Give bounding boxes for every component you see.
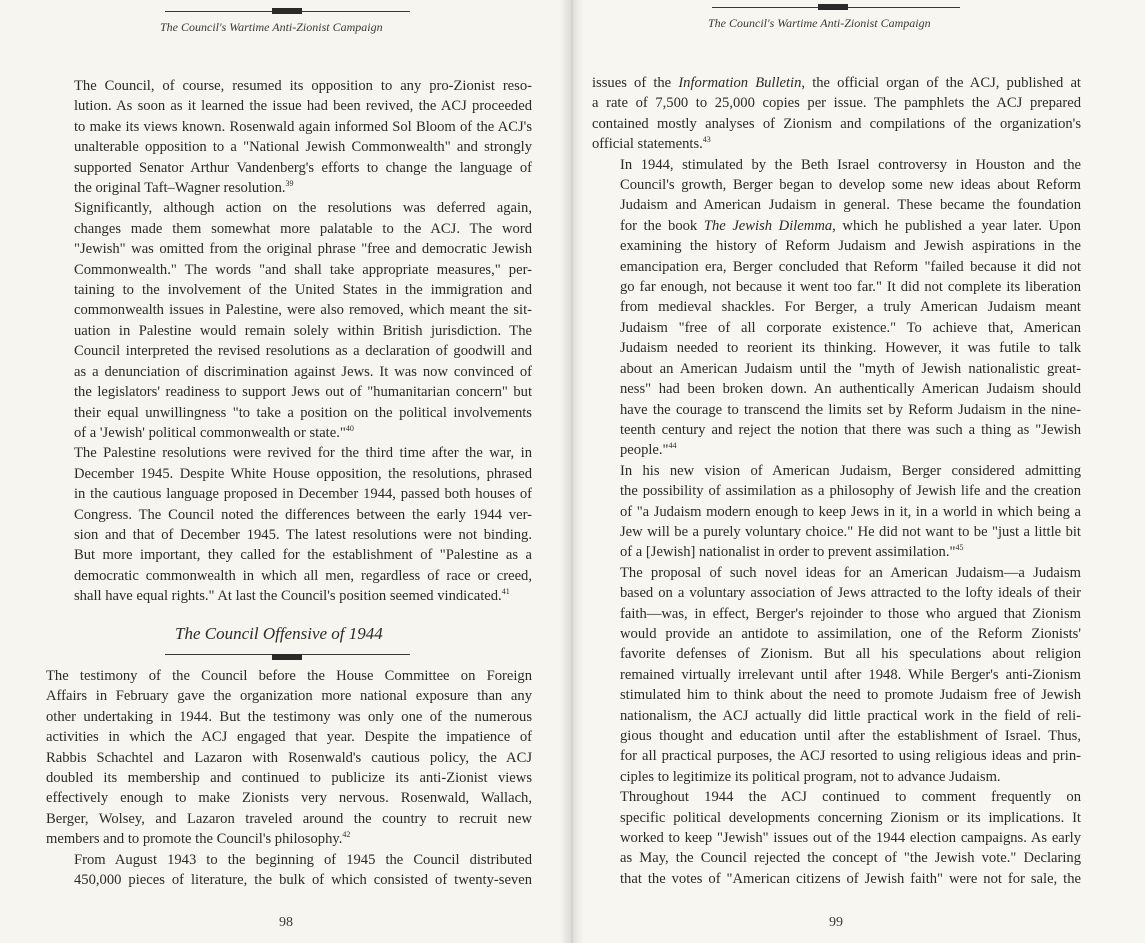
text-line: based on a voluntary association of Jews attracted to the lofty ideals of their (620, 585, 1081, 602)
text-line: lution. As soon as it learned the issue had been revived, the ACJ proceeded (74, 98, 532, 115)
text-line: stimulated him to think about the need to promote Judaism free of Jewish (620, 687, 1081, 704)
text-line: the original Taft–Wagner resolution.$^{39}$ (74, 179, 294, 197)
left-page-number: 98 (279, 915, 293, 930)
right-paragraph-2 (592, 155, 1081, 461)
right-paragraph-4 (592, 563, 1081, 787)
text-line: the possibility of assimilation as a philosophy of Jewish life and the creation (620, 483, 1081, 500)
text-line: worked to keep "Jewish" issues out of the 1944 election campaigns. As early (620, 830, 1081, 847)
footnote-marker[interactable]: 42 (342, 830, 351, 840)
text-line: taining to the involvement of the United States in the immigration and (74, 282, 532, 299)
text-line: Affairs in February gave the organization more national exposure than any (46, 688, 532, 705)
text-line: go far enough, not because it went too far." It did not complete its liberation (620, 279, 1081, 296)
text-line: ness" had been broken down. An authentically American Judaism should (620, 381, 1081, 398)
text-line: uation in Palestine would remain solely within British jurisdiction. The (74, 322, 532, 339)
text-line: Judaism "free of all corporate existence." To achieve that, American (620, 319, 1081, 336)
text-line: In his new vision of American Judaism, Berger considered admitting (620, 462, 1081, 479)
left-paragraph-4 (46, 666, 532, 850)
footnote-marker[interactable]: 41 (501, 587, 510, 597)
left-paragraph-3 (46, 443, 532, 606)
footnote-marker[interactable]: 45 (955, 543, 964, 553)
text-line: Commonwealth." The words "and shall take appropriate measures," per- (74, 261, 532, 278)
text-line: changes made them somewhat more palatable to the ACJ. The word (74, 220, 532, 237)
right-page (572, 0, 1145, 943)
text-line: doubled its membership and continued to publicize its anti-Zionist views (46, 770, 532, 787)
text-line: gious thought and education until after the establishment of Israel. Thus, (620, 728, 1081, 744)
right-paragraph-3 (592, 461, 1081, 563)
text-line: ciples to legitimize its political program, not to advance Judaism. (620, 768, 1001, 785)
left-paragraph-2 (46, 198, 532, 443)
right-running-head: The Council's Wartime Anti-Zionist Campaign (708, 16, 931, 30)
left-running-head: The Council's Wartime Anti-Zionist Campaign (160, 20, 383, 34)
footnote-marker[interactable]: 40 (345, 423, 354, 433)
text-line: commonwealth issues in Palestine, were also removed, which meant the sit- (74, 302, 532, 319)
text-line: teenth century and reject the notion that there was such a thing as "Jewish (620, 421, 1081, 438)
text-line: From August 1943 to the beginning of 1945 the Council distributed (74, 851, 532, 868)
text-line: 450,000 pieces of literature, the bulk of which consisted of twenty-seven (74, 872, 532, 889)
text-line: a rate of 7,500 to 25,000 copies per issue. The pamphlets the ACJ prepared (592, 95, 1081, 112)
text-line: official statements.$^{43}$ (592, 135, 711, 153)
text-line: supported Senator Arthur Vandenberg's efforts to change the language of (74, 159, 532, 176)
text-line: But more important, they called for the establishment of "Palestine as a (74, 547, 532, 564)
text-line: Significantly, although action on the resolutions was deferred again, (74, 200, 532, 217)
text-line: Council's growth, Berger began to develop some new ideas about Reform (620, 177, 1081, 194)
text-line: for all practical purposes, the ACJ resorted to using religious ideas and prin- (620, 748, 1081, 765)
text-line: of a [Jewish] nationalist in order to prevent assimilation."$^{45}$ (620, 543, 964, 561)
left-page (0, 0, 572, 943)
text-line: The testimony of the Council before the House Committee on Foreign (46, 668, 532, 684)
text-line: The Palestine resolutions were revived for the third time after the war, in (74, 445, 532, 462)
text-line: Council interpreted the revised resolutions as a declaration of goodwill and (74, 343, 532, 360)
text-line: contained mostly analyses of Zionism and compilations of the organization's (592, 115, 1081, 132)
text-line: people."$^{44}$ (620, 441, 677, 459)
text-line: Judaism needed to reorient its thinking. However, it was futile to talk (620, 340, 1081, 357)
text-line: of "a Judaism modern enough to keep Jews in it, in a world in which being a (620, 503, 1081, 520)
text-line: other undertaking in 1944. But the testimony was only one of the numerous (46, 708, 532, 725)
text-line: Congress. The Council noted the differences between the early 1944 ver- (74, 506, 532, 523)
text-line: for the book The Jewish Dilemma, which he published a year later. Upon (620, 217, 1081, 234)
left-text-block-top (46, 76, 532, 607)
text-line: issues of the Information Bulletin, the official organ of the ACJ, published at (592, 75, 1081, 91)
text-line: Judaism and American Judaism in general. These became the foundation (620, 197, 1081, 214)
text-line: members and to promote the Council's philosophy.$^{42}$ (46, 830, 351, 848)
text-line: as May, the Council rejected the concept of "the Jewish vote." Declaring (620, 850, 1081, 867)
text-line: to make its views known. Rosenwald again informed Sol Bloom of the ACJ's (74, 118, 532, 135)
text-line: their equal unwillingness "to take a position on the political involvements (74, 404, 532, 421)
text-line: Jew will be a purely voluntary choice." He did not want to be "just a little bit (620, 523, 1081, 540)
section-title: The Council Offensive of 1944 (175, 624, 383, 643)
text-line: "Jewish" was omitted from the original phrase "free and democratic Jewish (74, 241, 532, 258)
text-line: specific political developments concerning Zionism or its implications. It (620, 809, 1081, 826)
left-paragraph-5 (46, 850, 532, 891)
italic-title: Information Bulletin (678, 75, 802, 91)
text-line: examining the history of Reform Judaism and Jewish aspirations in the (620, 238, 1081, 255)
right-paragraph-1 (592, 73, 1081, 155)
text-line: Berger, Wolsey, and Lazaron traveled around the country to recruit new (46, 810, 532, 827)
right-page-number: 99 (829, 915, 843, 930)
footnote-marker[interactable]: 43 (702, 135, 711, 145)
section-title-mark (272, 654, 302, 660)
right-paragraph-5 (592, 787, 1081, 889)
text-line: from medieval shackles. For Berger, a truly American Judaism meant (620, 299, 1081, 316)
right-text-block (592, 73, 1081, 889)
text-line: the legislators' readiness to support Jews out of "humanitarian concern" but (74, 384, 532, 401)
text-line: emancipation era, Berger concluded that Reform "failed because it did not (620, 258, 1081, 275)
text-line: would provide an antidote to assimilation, one of the Reform Zionists' (620, 625, 1081, 642)
text-line: December 1945. Despite White House opposition, the resolutions, phrased (74, 465, 532, 482)
text-line: of a 'Jewish' political commonwealth or state."$^{40}$ (74, 423, 354, 441)
text-line: remained virtually irrelevant until after 1948. While Berger's anti-Zionism (620, 666, 1081, 683)
text-line: The proposal of such novel ideas for an American Judaism—a Judaism (620, 564, 1081, 581)
text-line: Rabbis Schachtel and Lazaron with Rosenwald's cautious policy, the ACJ (46, 749, 532, 766)
text-line: in the cautious language proposed in December 1944, passed both houses of (74, 486, 532, 503)
text-line: unalterable opposition to a "National Jewish Commonwealth" and strongly (74, 139, 532, 156)
text-line: In 1944, stimulated by the Beth Israel controversy in Houston and the (620, 156, 1081, 173)
left-text-block-bottom (46, 666, 532, 890)
footnote-marker[interactable]: 44 (668, 441, 677, 451)
text-line: faith—was, in effect, Berger's rejoinder to those who argued that Zionism (620, 605, 1081, 622)
footnote-marker[interactable]: 39 (285, 179, 294, 189)
text-line: sion and that of December 1945. The latest resolutions were not binding. (74, 526, 532, 543)
text-line: effectively enough to make Zionists very nervous. Rosenwald, Wallach, (46, 790, 532, 807)
text-line: that the votes of "American citizens of Jewish faith" were not for sale, the (620, 870, 1081, 887)
text-line: have the courage to transcend the limits set by Reform Judaism in the nine- (620, 401, 1081, 418)
text-line: nationalism, the ACJ actually did little practical work in the field of reli- (620, 707, 1081, 724)
book-gutter (560, 0, 584, 943)
text-line: as a denunciation of discrimination against Jews. It was now convinced of (74, 363, 532, 380)
text-line: activities in which the ACJ engaged that year. Despite the impatience of (46, 729, 532, 746)
text-line: democratic commonwealth in which all men, regardless of race or creed, (74, 567, 532, 584)
left-paragraph-1 (46, 76, 532, 198)
text-line: Throughout 1944 the ACJ continued to comment frequently on (620, 789, 1081, 806)
italic-title: The Jewish Dilemma (703, 217, 833, 234)
right-header-mark (818, 4, 848, 10)
text-line: favorite defenses of Zionism. But all his speculations about religion (620, 646, 1081, 663)
text-line: The Council, of course, resumed its opposition to any pro-Zionist reso- (74, 78, 532, 94)
left-header-mark (272, 8, 302, 14)
text-line: shall have equal rights." At last the Council's position seemed vindicated.$^{41}$ (74, 587, 510, 605)
text-line: about an American Judaism until the "myth of Jewish nationalistic great- (620, 360, 1081, 377)
